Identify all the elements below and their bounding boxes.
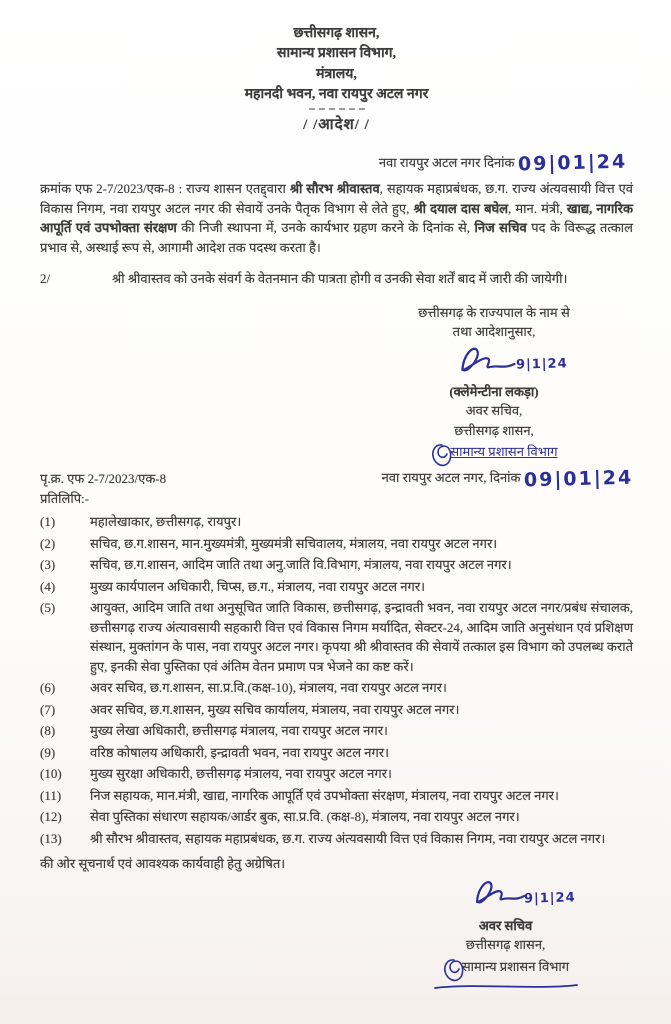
item-text: अवर सचिव, छ.ग.शासन, मुख्य सचिव कार्यालय, मंत्रालय, नवा रायपुर अटल नगर। <box>90 701 460 717</box>
item-text: अवर सचिव, छ.ग.शासन, सा.प्र.वि.(कक्ष-10), मंत्रालय, नवा रायपुर अटल नगर। <box>90 680 447 696</box>
copy-recipients-list <box>40 512 633 848</box>
signatory-post-2: छत्तीसगढ़ शासन, <box>454 422 534 438</box>
item-number: (3) <box>40 557 56 573</box>
item-number: (13) <box>40 830 62 846</box>
para1-seg1: क्रमांक एफ 2-7/2023/एक-8 : राज्य शासन एतद्द्वारा <box>40 181 290 197</box>
list-item <box>40 534 633 554</box>
item-text: आयुक्त, आदिम जाति तथा अनुसूचित जाति विकास, छत्तीसगढ़, इन्द्रावती भवन, नवा रायपुर अटल नगर/प्रबंध संचालक, छत्तीसगढ़ राज्य अंत्यावसायी सहकारी वित्त एवं विकास निगम मर्यादित, सेक्टर-24, आदिम जाति अनुसंधान एवं प्रशिक्षण संस्थान, मुक्तांगन के पास, नवा रायपुर अटल नगर। कृपया श्री श्रीवास्तव की सेवायें तत्काल इस विभाग को उपलब्ध कराते हुए, इनकी सेवा पुस्तिका एवं अंतिम वेतन प्रमाण पत्र भेजने का कष्ट करें। <box>90 600 633 674</box>
bottom-signatory-post-2: छत्तीसगढ़ शासन, <box>465 937 546 953</box>
signature-block-top <box>359 303 629 467</box>
letterhead-line-ministry: मंत्रालय, <box>316 66 357 82</box>
item-text: सचिव, छ.ग.शासन, मान.मुख्यमंत्री, मुख्यमंत्री सचिवालय, मंत्रालय, नवा रायपुर अटल नगर। <box>90 535 498 551</box>
order-title: / /आदेश/ / <box>303 117 370 134</box>
signatory-post-3-line <box>359 440 629 466</box>
by-order-line2: तथा आदेशानुसार, <box>452 324 536 340</box>
item-text: सचिव, छ.ग.शासन, आदिम जाति तथा अनु.जाति वि.विभाग, मंत्रालय, नवा रायपुर अटल नगर। <box>90 557 512 573</box>
signature-block-bottom <box>388 876 623 989</box>
handwritten-endorsement-date: 09|01|24 <box>523 466 634 492</box>
list-item <box>40 598 633 676</box>
item-number: (10) <box>40 766 62 782</box>
endorsement-ref-number: पृ.क्र. एफ 2-7/2023/एक-8 <box>40 471 167 487</box>
signature-underline-scribble-icon <box>431 981 581 991</box>
list-item <box>40 764 633 784</box>
item-number: (1) <box>40 514 56 530</box>
letterhead-line-department: सामान्य प्रशासन विभाग, <box>277 46 396 62</box>
endorsement-place-date <box>381 466 634 492</box>
list-item <box>40 678 633 698</box>
signature-scribble-icon <box>454 342 520 378</box>
list-item <box>40 786 633 806</box>
item-number: (12) <box>40 809 62 825</box>
para1-seg5: पद के विरूद्ध तत्काल प्रभाव से, अस्थाई रूप से, आगामी आदेश तक पदस्थ करता है। <box>40 220 633 255</box>
header-divider <box>309 108 365 110</box>
letterhead-line-address: महानदी भवन, नवा रायपुर अटल नगर <box>244 86 429 102</box>
signature-scribble-icon <box>470 876 530 910</box>
endorsement-row <box>40 466 634 492</box>
para1-post-bold: निज सचिव <box>474 220 527 236</box>
handwritten-signature-date-top: 9|1|24 <box>515 356 568 373</box>
bottom-signatory-post-3-line <box>388 955 623 989</box>
by-order-line1: छत्तीसगढ़ के राज्यपाल के नाम से <box>418 304 570 320</box>
signatory-post-3: सामान्य प्रशासन विभाग <box>450 444 558 460</box>
list-item <box>40 512 633 532</box>
list-item <box>40 700 633 720</box>
handwritten-signature-date-bottom: 9|1|24 <box>524 890 577 907</box>
item-text: निज सहायक, मान.मंत्री, खाद्य, नागरिक आपूर्ति एवं उपभोक्ता संरक्षण, मंत्रालय, नवा रायपुर अटल नगर। <box>90 787 559 803</box>
item-text: मुख्य कार्यपालन अधिकारी, चिप्स, छ.ग., मंत्रालय, नवा रायपुर अटल नगर। <box>90 578 426 594</box>
list-item <box>40 577 633 597</box>
item-number: (6) <box>40 680 56 696</box>
para2-number: 2/ <box>40 271 51 287</box>
item-text: सेवा पुस्तिका संधारण सहायक/आर्डर बुक, सा.प्र.वि. (कक्ष-8), मंत्रालय, नवा रायपुर अटल नगर। <box>90 809 520 825</box>
item-number: (4) <box>40 578 56 594</box>
order-paragraph-1 <box>40 179 633 257</box>
para1-department-bold: खाद्य, नागरिक आपूर्ति एवं उपभोक्ता संरक्षण <box>40 200 633 236</box>
forwarding-line: की ओर सूचनार्थ एवं आवश्यक कार्यवाही हेतु अग्रेषित। <box>40 856 286 872</box>
para1-officer-name: श्री सौरभ श्रीवास्तव <box>289 181 380 197</box>
para1-seg4: की निजी स्थापना में, उनके कार्यभार ग्रहण करने के दिनांक से, <box>176 220 475 236</box>
item-number: (7) <box>40 701 56 717</box>
item-number: (8) <box>40 723 56 739</box>
signature-area-bottom <box>388 876 623 916</box>
bottom-signatory-post-3: सामान्य प्रशासन विभाग <box>461 958 570 974</box>
order-place-date-prefix: नवा रायपुर अटल नगर दिनांक <box>378 154 515 170</box>
list-item <box>40 555 633 575</box>
stamp-scribble-icon <box>442 957 466 983</box>
item-number: (11) <box>40 787 62 803</box>
item-text: मुख्य लेखा अधिकारी, छत्तीसगढ़ मंत्रालय, नवा रायपुर अटल नगर। <box>90 723 388 739</box>
endorsement-place-date-prefix: नवा रायपुर अटल नगर, दिनांक <box>381 470 521 486</box>
para1-seg2: , सहायक महाप्रबंधक, छ.ग. राज्य अंत्यवसायी वित्त एवं विकास निगम, नवा रायपुर अटल नगर की सेवायें उनके पैतृक विभाग से लेते हुए, <box>40 181 634 216</box>
item-text: महालेखाकार, छत्तीसगढ़, रायपुर। <box>90 514 242 530</box>
order-paragraph-2 <box>40 269 633 289</box>
order-place-date-line <box>40 150 633 176</box>
list-item <box>40 743 633 763</box>
item-text: वरिष्ठ कोषालय अधिकारी, इन्द्रावती भवन, नवा रायपुर अटल नगर। <box>90 744 390 760</box>
list-item <box>40 807 633 827</box>
letterhead <box>40 24 633 105</box>
para2-text: श्री श्रीवास्तव को उनके संवर्ग के वेतनमान की पात्रता होगी व उनकी सेवा शर्तें बाद में जारी की जायेगी। <box>112 271 568 287</box>
bottom-signatory-post-1: अवर सचिव <box>478 917 533 933</box>
list-item <box>40 829 633 849</box>
para1-minister-name: श्री दयाल दास बघेल <box>413 200 509 216</box>
signature-area-top <box>359 342 629 382</box>
item-number: (2) <box>40 535 56 551</box>
item-number: (9) <box>40 744 56 760</box>
list-item <box>40 721 633 741</box>
item-text: श्री सौरभ श्रीवास्तव, सहायक महाप्रबंधक, छ.ग. राज्य अंत्यवसायी वित्त एवं विकास निगम, नवा रायपुर अटल नगर। <box>90 830 606 846</box>
item-text: मुख्य सुरक्षा अधिकारी, छत्तीसगढ़ मंत्रालय, नवा रायपुर अटल नगर। <box>90 766 392 782</box>
stamp-scribble-icon <box>430 442 454 468</box>
copy-to-label: प्रतिलिपि:- <box>40 490 90 506</box>
signatory-name: (क्लेमेन्टीना लकड़ा) <box>449 383 539 399</box>
letterhead-line-government: छत्तीसगढ़ शासन, <box>293 26 380 41</box>
para1-seg3: , मान. मंत्री, <box>508 200 567 216</box>
item-number: (5) <box>40 600 56 616</box>
handwritten-order-date: 09|01|24 <box>517 150 628 176</box>
signatory-post-1: अवर सचिव, <box>465 403 523 419</box>
